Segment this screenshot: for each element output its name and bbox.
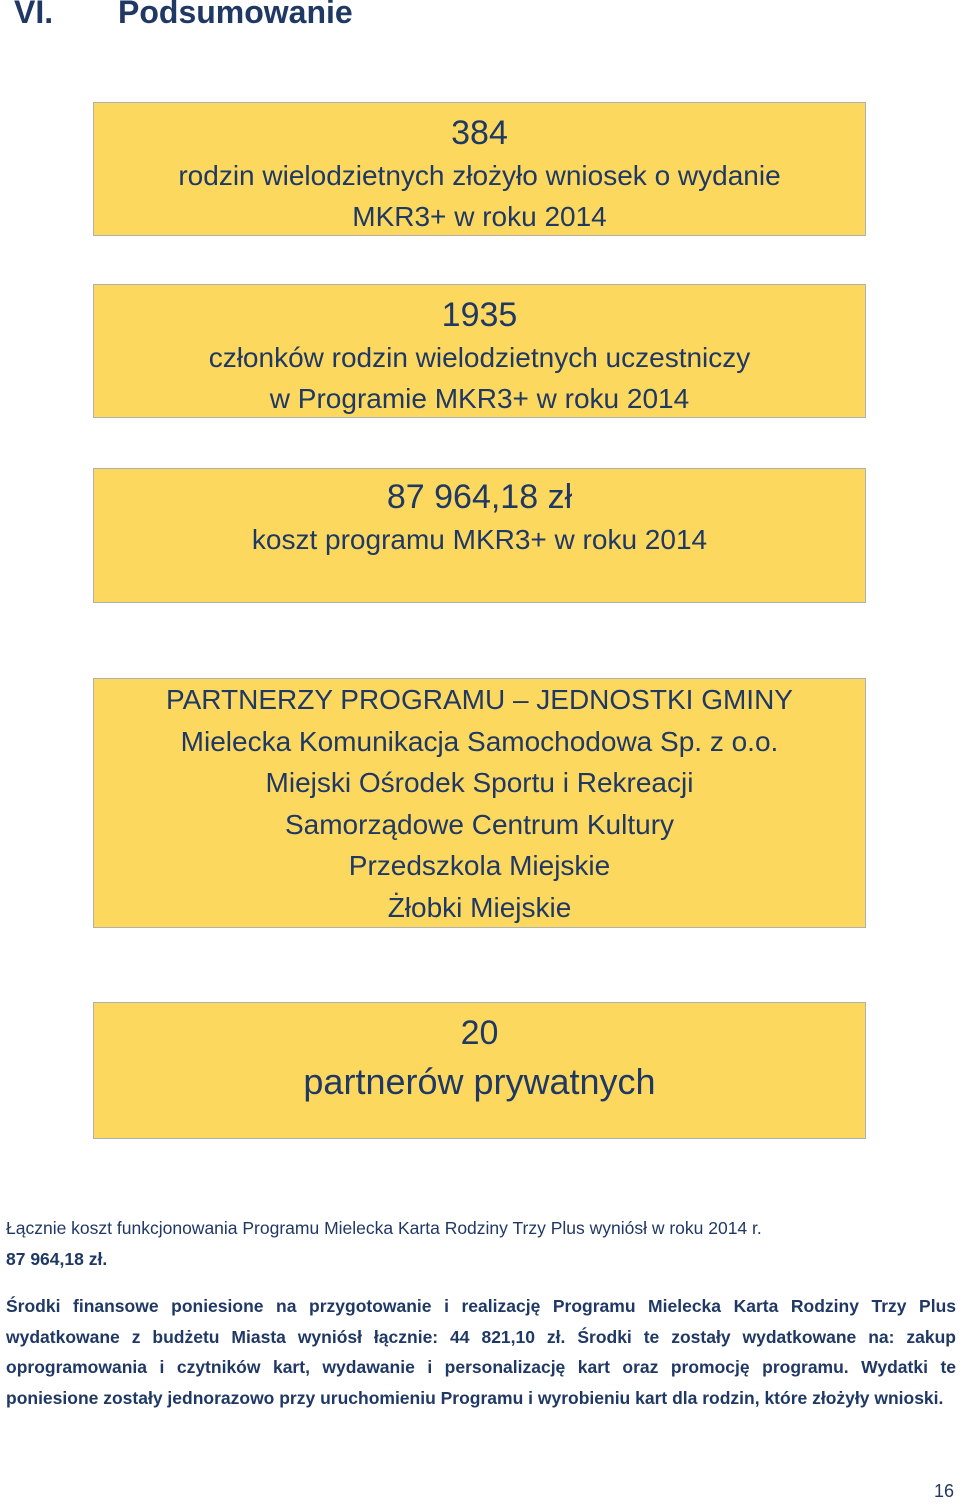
total-cost-paragraph: [6, 1213, 956, 1274]
private-partners-box: [93, 1002, 866, 1139]
section-number: VI.: [14, 0, 54, 30]
families-count: 384: [451, 114, 508, 152]
partner-item: Miejski Ośrodek Sportu i Rekreacji: [265, 767, 694, 798]
total-cost-text: Łącznie koszt funkcjonowania Programu Mielecka Karta Rodziny Trzy Plus wyniósł w roku 2014 r.: [6, 1218, 762, 1238]
partner-item: Żłobki Miejskie: [387, 891, 572, 923]
families-text-line2: MKR3+ w roku 2014: [352, 201, 607, 232]
members-text-line1: członków rodzin wielodzietnych uczestniczy: [208, 342, 751, 373]
page-number: 16: [933, 1481, 954, 1501]
total-cost-value: 87 964,18 zł.: [6, 1248, 108, 1269]
section-title: Podsumowanie: [118, 0, 353, 30]
partners-box: [93, 678, 866, 928]
private-partners-text: partnerów prywatnych: [303, 1061, 656, 1102]
cost-value: 87 964,18 zł: [386, 478, 573, 516]
partner-item: Przedszkola Miejskie: [348, 850, 611, 881]
partners-title: PARTNERZY PROGRAMU – JEDNOSTKI GMINY: [166, 684, 793, 715]
section-heading: [14, 0, 353, 31]
members-box: [93, 284, 866, 418]
members-text-line2: w Programie MKR3+ w roku 2014: [269, 383, 690, 414]
families-text-line1: rodzin wielodzietnych złożyło wniosek o wydanie: [178, 160, 781, 191]
families-box: [93, 102, 866, 236]
funds-paragraph: Środki finansowe poniesione na przygotowanie i realizację Programu Mielecka Karta Rodziny Trzy Plus wydatkowane z budżetu Miasta wyniósł łącznie: 44 821,10 zł. Środki te zostały wydatkowane na: zakup oprogramowania i czytników kart, wydawanie i personalizację kart oraz promocję programu. Wydatki te poniesione zostały jednorazowo przy uruchomieniu Programu i wyrobieniu kart dla rodzin, które złożyły wnioski.: [6, 1296, 956, 1408]
partner-item: Samorządowe Centrum Kultury: [284, 808, 675, 840]
private-partners-count: 20: [460, 1014, 499, 1052]
cost-text: koszt programu MKR3+ w roku 2014: [251, 524, 708, 555]
members-count: 1935: [441, 296, 518, 334]
cost-box: [93, 468, 866, 603]
partner-item: Mielecka Komunikacja Samochodowa Sp. z o.o.: [180, 725, 779, 757]
